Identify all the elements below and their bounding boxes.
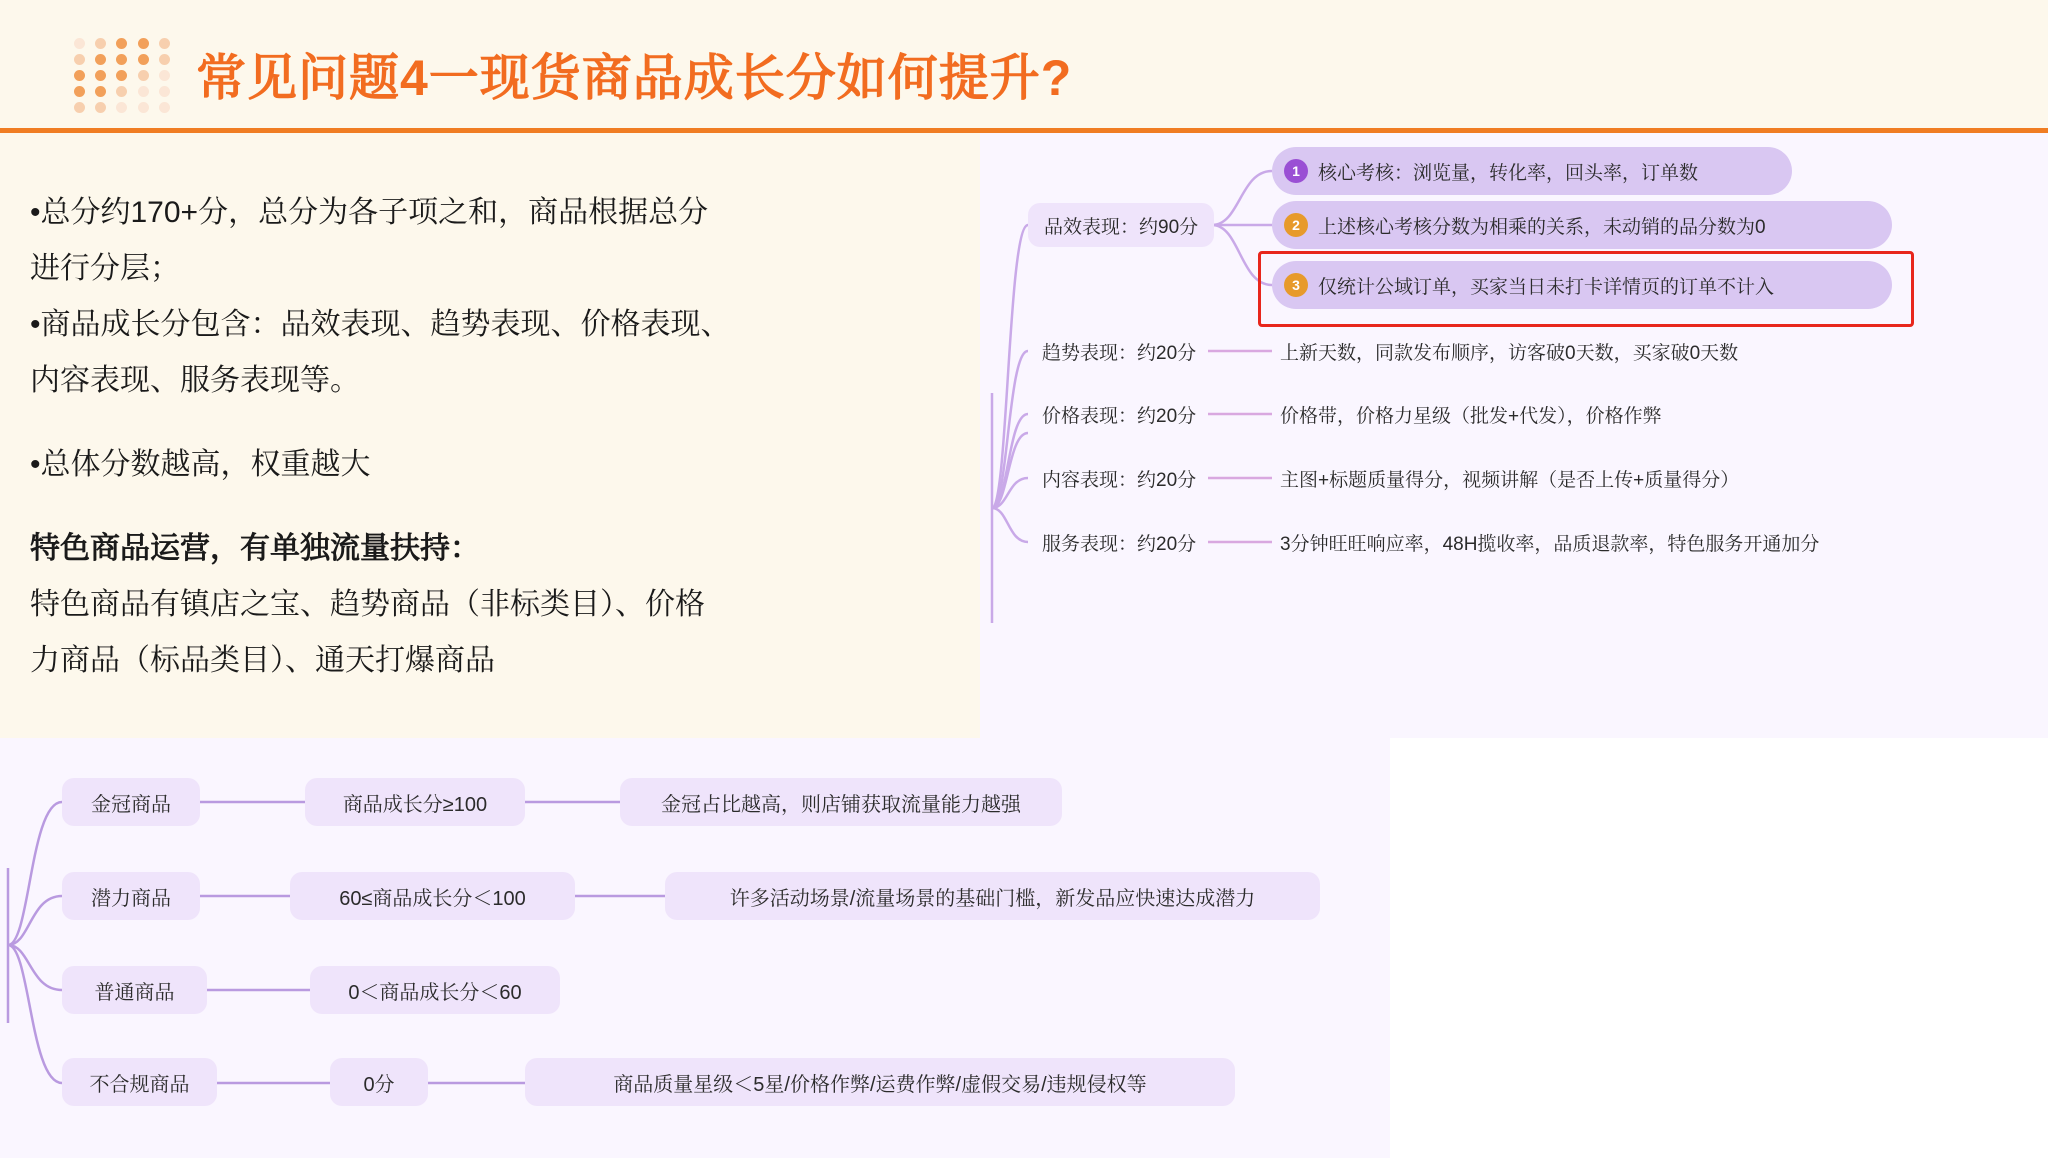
tier-node-1-desc[interactable]: 许多活动场景/流量场景的基础门槛，新发品应快速达成潜力: [665, 872, 1320, 920]
branch-node-pinxiao[interactable]: 品效表现：约90分: [1028, 203, 1214, 247]
leaf-detail-2: 价格带，价格力星级（批发+代发），价格作弊: [1280, 405, 1662, 427]
left-text-panel: [0, 133, 980, 738]
tier-node-2-name[interactable]: 普通商品: [62, 966, 207, 1014]
highlight-box: [1258, 251, 1914, 327]
tier-node-0-desc[interactable]: 金冠占比越高，则店铺获取流量能力越强: [620, 778, 1062, 826]
badge-3: 3: [1284, 273, 1308, 297]
left-line-2: 进行分层；: [30, 252, 180, 285]
leaf-detail-1: 上新天数，同款发布顺序，访客破0天数，买家破0天数: [1280, 342, 1739, 364]
branch-node-jiage[interactable]: 价格表现：约20分: [1042, 405, 1197, 427]
tier-node-3-range[interactable]: 0分: [330, 1058, 428, 1106]
page-title: 常见问题4一现货商品成长分如何提升?: [196, 50, 1073, 106]
mindmap-panel: [980, 133, 2048, 738]
leaf-detail-3: 主图+标题质量得分，视频讲解（是否上传+质量得分）: [1280, 469, 1740, 491]
left-line-6: 特色商品运营，有单独流量扶持：: [30, 532, 480, 565]
leaf-detail-4: 3分钟旺旺响应率，48H揽收率，品质退款率，特色服务开通加分: [1280, 533, 1820, 555]
left-line-5: •总体分数越高，权重越大: [30, 448, 371, 481]
branch-node-fuwu[interactable]: 服务表现：约20分: [1042, 533, 1197, 555]
left-line-1: •总分约170+分，总分为各子项之和，商品根据总分: [30, 196, 709, 229]
tier-node-3-name[interactable]: 不合规商品: [62, 1058, 217, 1106]
pill-node-1[interactable]: [1272, 147, 1792, 195]
left-text-body: [30, 188, 950, 692]
left-line-7: 特色商品有镇店之宝、趋势商品（非标类目）、价格: [30, 588, 705, 621]
tier-node-1-name[interactable]: 潜力商品: [62, 872, 200, 920]
pill-node-2-label: 上述核心考核分数为相乘的关系，未动销的品分数为0: [1318, 216, 1766, 238]
tier-node-0-range[interactable]: 商品成长分≥100: [305, 778, 525, 826]
branch-node-qushi[interactable]: 趋势表现：约20分: [1042, 342, 1197, 364]
page-header: [0, 0, 2048, 130]
tier-map-panel: [0, 738, 1390, 1158]
dot-grid-decoration: [70, 36, 174, 114]
bottom-right-blank: [1390, 738, 2048, 1158]
badge-2: 2: [1284, 213, 1308, 237]
pill-node-3-label: 仅统计公域订单，买家当日未打卡详情页的订单不计入: [1318, 276, 1775, 298]
tier-node-3-desc[interactable]: 商品质量星级＜5星/价格作弊/运费作弊/虚假交易/违规侵权等: [525, 1058, 1235, 1106]
left-line-8: 力商品（标品类目）、通天打爆商品: [30, 644, 495, 677]
badge-1: 1: [1284, 159, 1308, 183]
left-line-3: •商品成长分包含：品效表现、趋势表现、价格表现、: [30, 308, 731, 341]
tier-node-0-name[interactable]: 金冠商品: [62, 778, 200, 826]
tier-node-2-range[interactable]: 0＜商品成长分＜60: [310, 966, 560, 1014]
tier-node-1-range[interactable]: 60≤商品成长分＜100: [290, 872, 575, 920]
left-line-4: 内容表现、服务表现等。: [30, 364, 360, 397]
pill-node-2[interactable]: [1272, 201, 1892, 249]
pill-node-1-label: 核心考核：浏览量，转化率，回头率，订单数: [1318, 162, 1699, 184]
branch-node-neirong[interactable]: 内容表现：约20分: [1042, 469, 1197, 491]
